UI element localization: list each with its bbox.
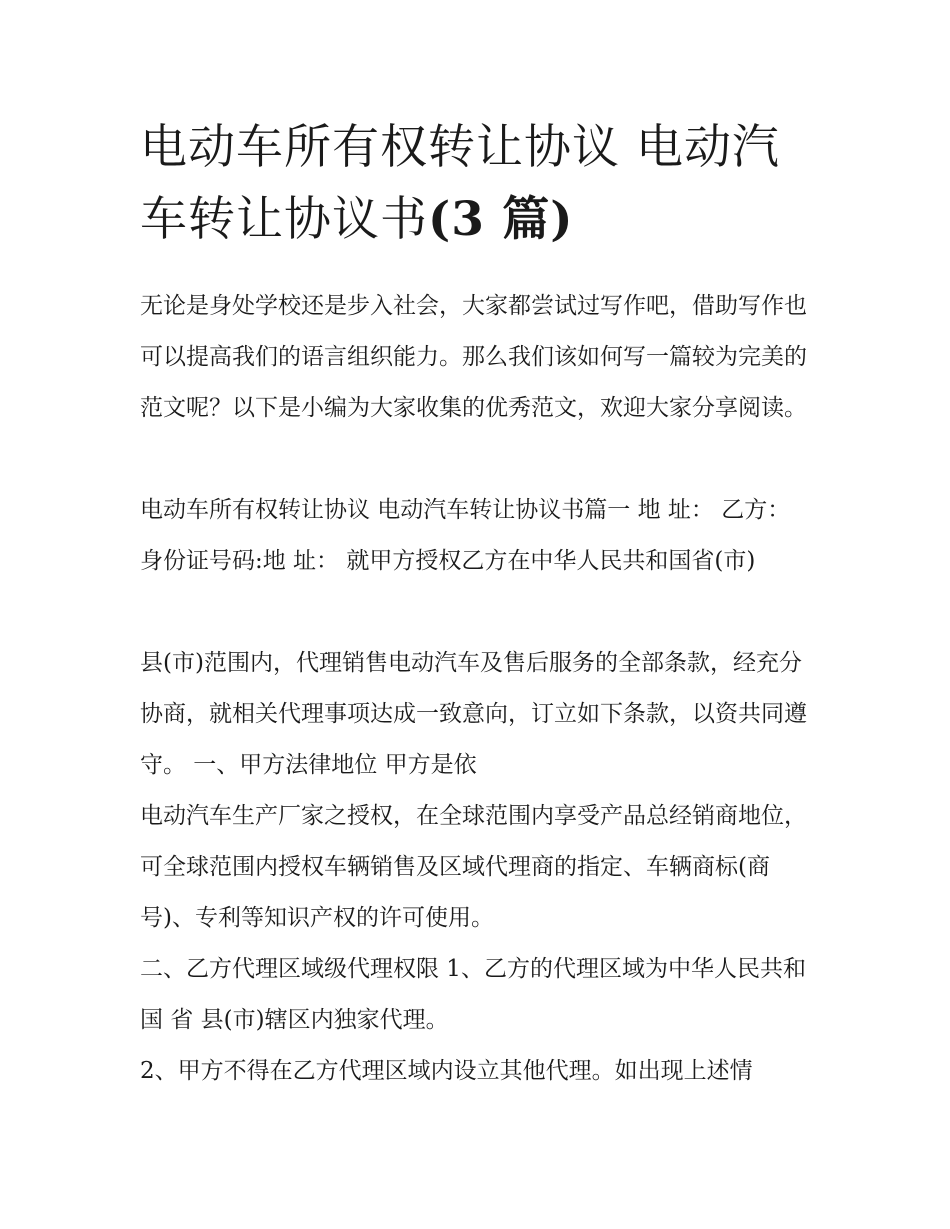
document-title <box>140 112 812 256</box>
paragraph-agreement-scope: 县(市)范围内，代理销售电动汽车及售后服务的全部条款，经充分协商，就相关代理事项达成一致意向，订立如下条款，以资共同遵守。 一、甲方法律地位 甲方是依 <box>140 650 807 778</box>
paragraph-no-other-agents: 2、甲方不得在乙方代理区域内设立其他代理。如出现上述情 <box>140 1058 753 1084</box>
title-main: 电动车所有权转让协议 电动汽车转让协议书 <box>140 120 780 247</box>
paragraph-agency-region: 二、乙方代理区域级代理权限 1、乙方的代理区域为中华人民共和国 省 县(市)辖区内独家代理。 <box>140 956 806 1033</box>
paragraph-agreement-parties: 电动车所有权转让协议 电动汽车转让协议书篇一 地 址： 乙方： 身份证号码:地 址： 就甲方授权乙方在中华人民共和国省(市) <box>140 497 791 574</box>
document-page <box>140 112 812 1097</box>
title-suffix: (3 篇) <box>428 192 574 247</box>
paragraph-intro: 无论是身处学校还是步入社会，大家都尝试过写作吧，借助写作也可以提高我们的语言组织能力。那么我们该如何写一篇较为完美的范文呢？以下是小编为大家收集的优秀范文，欢迎大家分享阅读。 <box>140 293 807 421</box>
paragraph-legal-status: 电动汽车生产厂家之授权，在全球范围内享受产品总经销商地位，可全球范围内授权车辆销售及区域代理商的指定、车辆商标(商号)、专利等知识产权的许可使用。 <box>140 803 807 931</box>
